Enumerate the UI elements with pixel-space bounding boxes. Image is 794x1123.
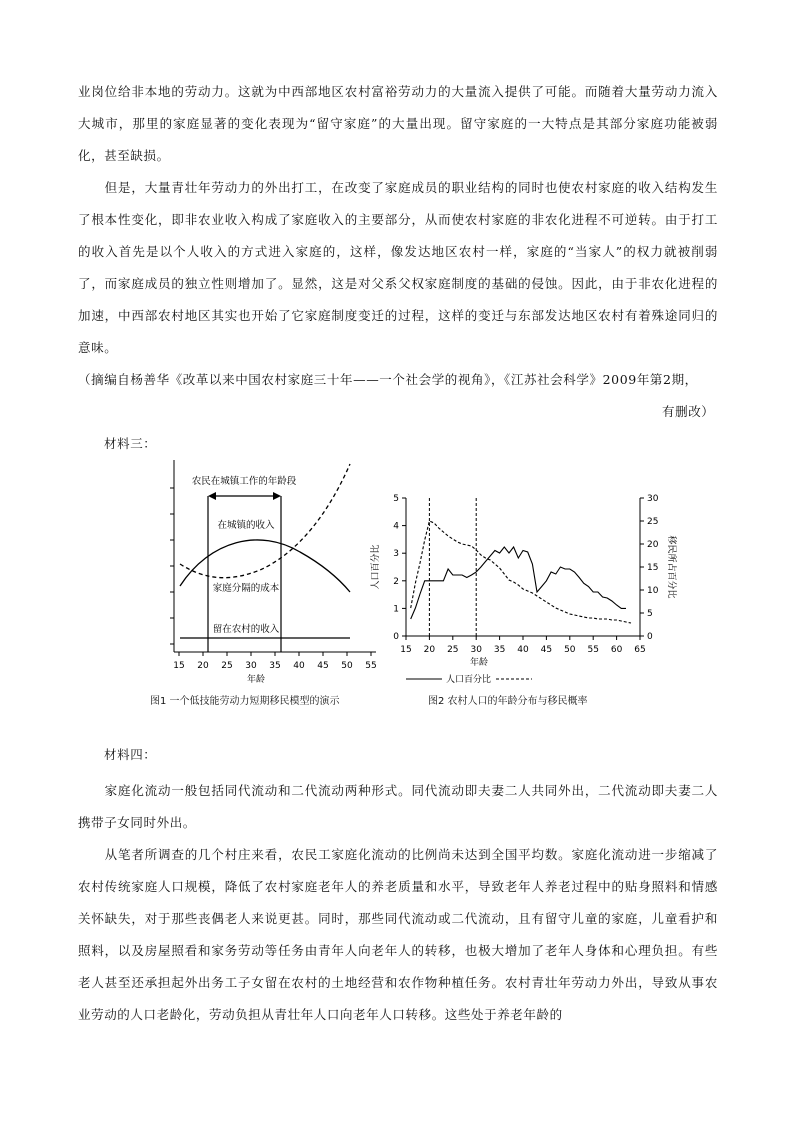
material-4-heading: 材料四： [104,747,157,762]
fig2-xtick: 60 [610,645,623,655]
fig2-ytick-left: 1 [393,604,399,615]
figure-2-chart [366,488,692,688]
fig2-ytick-left: 5 [393,494,399,504]
fig2-ytick-left: 2 [393,576,399,587]
fig2-ylabel-left: 人口百分比 [371,544,381,590]
citation: （摘编自杨善华《改革以来中国农村家庭三十年——一个社会学的视角》，《江苏社会科学》2009年第2期， [78,372,698,387]
fig1-xtick: 15 [173,661,185,671]
paragraph-2: 但是，大量青壮年劳动力的外出打工，在改变了家庭成员的职业结构的同时也使农村家庭的收入结构发生了根本性变化，即非农业收入构成了家庭收入的主要部分，从而使农村家庭的非农化进程不可逆转。由于打工的收入首先是以个人收入的方式进入家庭的，这样，像发达地区农村一样，家庭的“当家人”的权力就被削弱了，而家庭成员的独立性则增加了。显然，这是对父系父权家庭制度的基础的侵蚀。因此，由于非农化进程的加速，中西部农村地区其实也开始了它家庭制度变迁的过程，这样的变迁与东部发达地区农村有着殊途同归的意味。 [78,180,718,355]
fig1-xtick: 25 [221,661,233,671]
fig2-population-line [411,547,626,619]
fig1-xlabel: 年龄 [246,675,266,685]
fig1-xtick: 35 [269,661,281,671]
citation-end: 有删改） [662,404,715,419]
fig2-ylabel-right: 移民所占百分比 [666,535,676,599]
fig2-xtick: 35 [493,645,506,655]
fig2-xtick: 65 [634,645,646,655]
material-3-heading: 材料三： [104,436,157,451]
fig2-ytick-right: 25 [647,517,659,527]
paragraph-3: 家庭化流动一般包括同代流动和二代流动两种形式。同代流动即夫妻二人共同外出，二代流动即夫妻二人携带子女同时外出。 [78,783,718,830]
paragraph-4: 从笔者所调查的几个村庄来看，农民工家庭化流动的比例尚未达到全国平均数。家庭化流动进一步缩减了农村传统家庭人口规模，降低了农村家庭老年人的养老质量和水平，导致老年人养老过程中的贴身照料和情感关怀缺失，对于那些丧偶老人来说更甚。同时，那些同代流动或二代流动，且有留守儿童的家庭，儿童看护和照料，以及房屋照看和家务劳动等任务由青年人向老年人的转移，也极大增加了老年人身体和心理负担。有些老人甚至还承担起外出务工子女留在农村的土地经营和农作物种植任务。农村青壮年劳动力外出，导致从事农业劳动的人口老龄化，劳动负担从青壮年人口向老年人口转移。这些处于养老年龄的 [78,847,718,1022]
fig2-xtick: 45 [540,645,553,655]
fig2-xtick: 55 [587,645,599,655]
fig2-ytick-right: 10 [647,586,659,596]
fig1-rural-income-label: 留在农村的收入 [212,624,280,635]
fig2-legend-population: 人口百分比 [446,675,492,685]
fig1-xtick: 55 [365,661,377,671]
fig2-xtick: 15 [400,645,412,655]
fig1-xtick: 45 [317,661,329,671]
fig1-xtick: 30 [245,661,257,671]
fig1-xtick: 50 [341,661,353,671]
fig1-xtick: 40 [293,661,305,671]
fig2-xtick: 20 [423,645,436,655]
fig2-ytick-left: 0 [393,632,399,642]
fig2-ytick-left: 3 [393,549,399,560]
fig1-urban-income-label: 在城镇的收入 [217,520,275,531]
figure-1-chart [150,460,390,690]
fig2-ytick-right: 20 [647,540,659,550]
fig1-bracket-label: 农民在城镇工作的年龄段 [191,476,297,487]
fig2-ytick-right: 5 [647,609,653,619]
fig2-xtick: 50 [564,645,576,655]
fig2-xtick: 40 [517,645,529,655]
fig2-xtick: 30 [470,645,482,655]
figure-2-caption: 图2 农村人口的年龄分布与移民概率 [428,696,588,707]
fig2-xlabel: 年龄 [469,658,489,668]
fig2-ytick-left: 4 [393,521,399,532]
fig1-xtick: 20 [197,661,209,671]
fig2-ytick-right: 15 [647,563,659,573]
fig2-ytick-right: 0 [647,632,653,642]
paragraph-1: 业岗位给非本地的劳动力。这就为中西部地区农村富裕劳动力的大量流入提供了可能。而随着大量劳动力流入大城市，那里的家庭显著的变化表现为“留守家庭”的大量出现。留守家庭的一大特点是其部分家庭功能被弱化，甚至缺损。 [78,84,718,163]
fig2-ytick-right: 30 [647,494,659,504]
fig2-xtick: 25 [447,645,459,655]
fig2-migrant-line [411,521,631,623]
figure-1-caption: 图1 一个低技能劳动力短期移民模型的演示 [150,696,340,707]
fig1-separation-cost-label: 家庭分隔的成本 [212,583,280,594]
